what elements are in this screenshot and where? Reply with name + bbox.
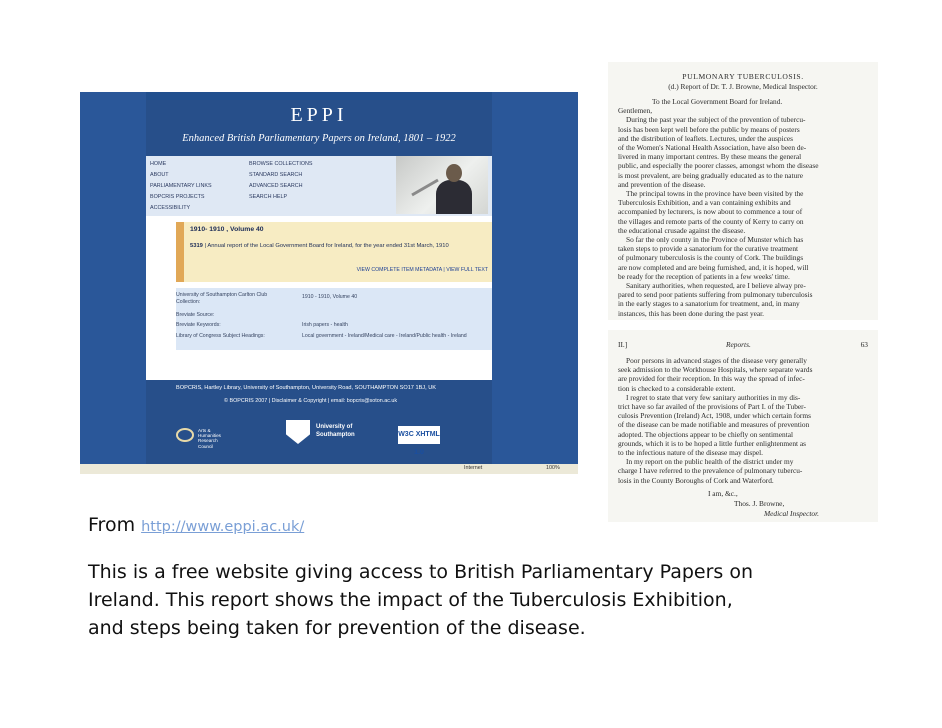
report-heading: PULMONARY TUBERCULOSIS. <box>682 72 804 81</box>
report-line: instances, this has been done during the past year. <box>618 308 765 318</box>
report-subheading: (d.) Report of Dr. T. J. Browne, Medical Inspector. <box>668 82 818 91</box>
report-line: accompanied by lecturers, is now about to commence a tour of <box>618 207 803 217</box>
report-line: losis in the County Boroughs of Cork and Waterford. <box>618 475 774 485</box>
report-line: charge I have referred to the prevalence of pulmonary tubercu- <box>618 466 803 476</box>
nav-link-search-help[interactable]: SEARCH HELP <box>249 194 288 200</box>
section-number: II.] <box>618 340 628 349</box>
metadata-value: 1910 - 1910, Volume 40 <box>302 294 358 300</box>
report-line: public, and especially the poorer classes, amongst whom the disease <box>618 161 819 171</box>
metadata-value: Irish papers - health <box>302 322 348 328</box>
status-internet: Internet <box>464 465 483 471</box>
report-line: the villages and remote parts of the county of Kerry to carry on <box>618 216 804 226</box>
document-number[interactable]: 5319 <box>190 243 203 249</box>
signature: Thos. J. Browne, <box>734 498 785 508</box>
nav-left-column <box>150 159 212 214</box>
volume-box <box>176 222 492 282</box>
report-line: taken steps to provide a sanatorium for the curative treatment <box>618 244 799 254</box>
report-line: Sanitary authorities, when requested, are I believe alway pre- <box>626 281 806 291</box>
metadata-table <box>176 288 492 350</box>
metadata-key: University of Southampton Carlton Club Collection: <box>176 292 268 305</box>
university-label: University of Southampton <box>316 424 355 438</box>
report-line: is most prevalent, are being gradually educated as to the nature <box>618 170 803 180</box>
scanned-report-page <box>608 62 878 320</box>
nav-link-browse-collections[interactable]: BROWSE COLLECTIONS <box>249 161 313 167</box>
table-row <box>176 322 492 332</box>
report-line: of the Women's National Health Association, have also been de- <box>618 143 807 153</box>
report-line: losis has been kept well before the public by means of posters <box>618 124 800 134</box>
ahrc-label: Arts & Humanities Research Council <box>198 428 221 449</box>
report-body <box>618 97 868 318</box>
report-line: grounds, which it is to be hoped a little further enlightenment as <box>618 438 807 448</box>
report-line: Poor persons in advanced stages of the disease very generally <box>626 356 807 365</box>
portrait-head <box>446 164 462 182</box>
page-number: 63 <box>860 340 868 349</box>
footer-copyright[interactable]: © BOPCRIS 2007 | Disclaimer & Copyright | email: bopcris@soton.ac.uk <box>224 398 398 404</box>
status-zoom[interactable]: 100% <box>546 465 560 471</box>
report-line: trict have so far availed of the provisions of Part I. of the Tuber- <box>618 402 806 412</box>
report-line: Gentlemen, <box>618 106 653 116</box>
description-line: Ireland. This report shows the impact of the Tuberculosis Exhibition, <box>88 589 733 611</box>
volume-tab <box>176 222 184 282</box>
volume-title: 1910- 1910 , Volume 40 <box>190 226 264 233</box>
university-shield-icon <box>286 420 310 444</box>
running-title: Reports. <box>726 340 751 349</box>
closing: I am, &c., <box>708 488 738 498</box>
source-line <box>88 514 304 536</box>
metadata-value: Local government - Ireland/Medical care - Ireland/Public health - Ireland <box>302 333 467 339</box>
eppi-logo: EPPI <box>290 104 348 126</box>
report-line: in the early stages to a sanatorium for treatment, and, in many <box>618 299 800 309</box>
eppi-page <box>146 100 492 466</box>
report-line: During the past year the subject of the prevention of tubercu- <box>626 115 806 125</box>
browser-frame-right <box>492 92 578 474</box>
document-entry <box>190 242 486 251</box>
report-line: The principal towns in the province have been visited by the <box>626 189 804 199</box>
report-line: and prevention of the disease. <box>618 179 706 189</box>
nav-link-home[interactable]: HOME <box>150 161 167 167</box>
report-line: adopted. The objections appear to be chiefly on sentimental <box>618 429 794 439</box>
signatory-title: Medical Inspector. <box>764 508 820 518</box>
report-line: tion is checked to a considerable extent. <box>618 383 736 393</box>
nav-link-standard-search[interactable]: STANDARD SEARCH <box>249 172 303 178</box>
report-line: to the infectious nature of the disease may dispel. <box>618 448 763 458</box>
report-line: livered in many important centres. By these means the general <box>618 152 802 162</box>
metadata-links[interactable]: VIEW COMPLETE ITEM METADATA | VIEW FULL TEXT <box>356 267 488 273</box>
description-line: and steps being taken for prevention of the disease. <box>88 617 586 639</box>
eppi-nav <box>146 156 492 216</box>
portrait-figure <box>436 180 472 214</box>
eppi-banner <box>146 100 492 156</box>
table-row <box>176 333 492 343</box>
table-row <box>176 312 492 322</box>
report-line: are now completed and are being furnished, and, it is hoped, will <box>618 262 809 272</box>
browser-frame-left <box>80 92 146 474</box>
report-line: So far the only county in the Province of Munster which has <box>626 235 804 245</box>
report-line: are provided for their reception. In this way the spread of infec- <box>618 374 805 384</box>
report-line: pared to send poor patients suffering from pulmonary tuberculosis <box>618 290 813 300</box>
website-screenshot <box>80 92 578 474</box>
report-line: culosis Prevention (Ireland) Act, 1908, under which certain forms <box>618 411 811 421</box>
eppi-footer <box>146 380 492 466</box>
footer-address: BOPCRIS, Hartley Library, University of Southampton, University Road, SOUTHAMPTON SO17 1BJ, UK <box>176 385 436 391</box>
report-line: the educational crusade against the disease. <box>618 225 746 235</box>
report-line: of the disease can be made notifiable and measures of prevention <box>618 420 810 430</box>
w3c-badge[interactable]: W3C XHTML 1.0 <box>398 426 440 444</box>
document-text: | Annual report of the Local Government Board for Ireland, for the year ended 31st March, 1910 <box>204 243 449 249</box>
report-line: of pulmonary tuberculosis is the county of Cork. The buildings <box>618 253 804 263</box>
description-line: This is a free website giving access to British Parliamentary Papers on <box>88 561 754 583</box>
nav-link-advanced-search[interactable]: ADVANCED SEARCH <box>249 183 303 189</box>
description <box>88 558 848 642</box>
ahrc-ring-icon <box>176 428 194 442</box>
nav-right-column <box>249 159 313 203</box>
from-label: From <box>88 514 136 536</box>
report-line: In my report on the public health of the district under my <box>626 457 794 467</box>
report-line: and the distribution of leaflets. Lectures, under the auspices <box>618 133 793 143</box>
report-line: seek admission to the Workhouse Hospitals, where separate wards <box>618 365 813 375</box>
report-body <box>618 356 868 485</box>
source-url-link[interactable]: http://www.eppi.ac.uk/ <box>141 519 305 535</box>
eppi-subtitle: Enhanced British Parliamentary Papers on Ireland, 1801 – 1922 <box>182 133 456 144</box>
report-line: Tuberculosis Exhibition, and a van containing exhibits and <box>618 198 791 208</box>
metadata-key: Breviate Source: <box>176 312 215 318</box>
report-line: To the Local Government Board for Ireland. <box>652 97 783 106</box>
page-header <box>618 340 868 354</box>
metadata-key: Breviate Keywords: <box>176 322 221 328</box>
nav-link-accessibility[interactable]: ACCESSIBILITY <box>150 205 191 211</box>
university-logo[interactable] <box>286 416 376 450</box>
report-line: I regret to state that very few sanitary authorities in my dis- <box>626 392 801 402</box>
portrait-image <box>396 156 488 214</box>
portrait-quill <box>411 179 438 197</box>
nav-link-bopcris-projects[interactable]: BOPCRIS PROJECTS <box>150 194 205 200</box>
browser-status-bar <box>80 464 578 474</box>
scanned-report-page-continued <box>608 330 878 522</box>
metadata-key: Library of Congress Subject Headings: <box>176 333 265 339</box>
nav-link-about[interactable]: ABOUT <box>150 172 169 178</box>
ahrc-logo[interactable] <box>176 426 232 449</box>
nav-link-parliamentary-links[interactable]: PARLIAMENTARY LINKS <box>150 183 212 189</box>
report-line: be ready for the reception of patients in a few weeks' time. <box>618 271 790 281</box>
table-row <box>176 292 492 305</box>
